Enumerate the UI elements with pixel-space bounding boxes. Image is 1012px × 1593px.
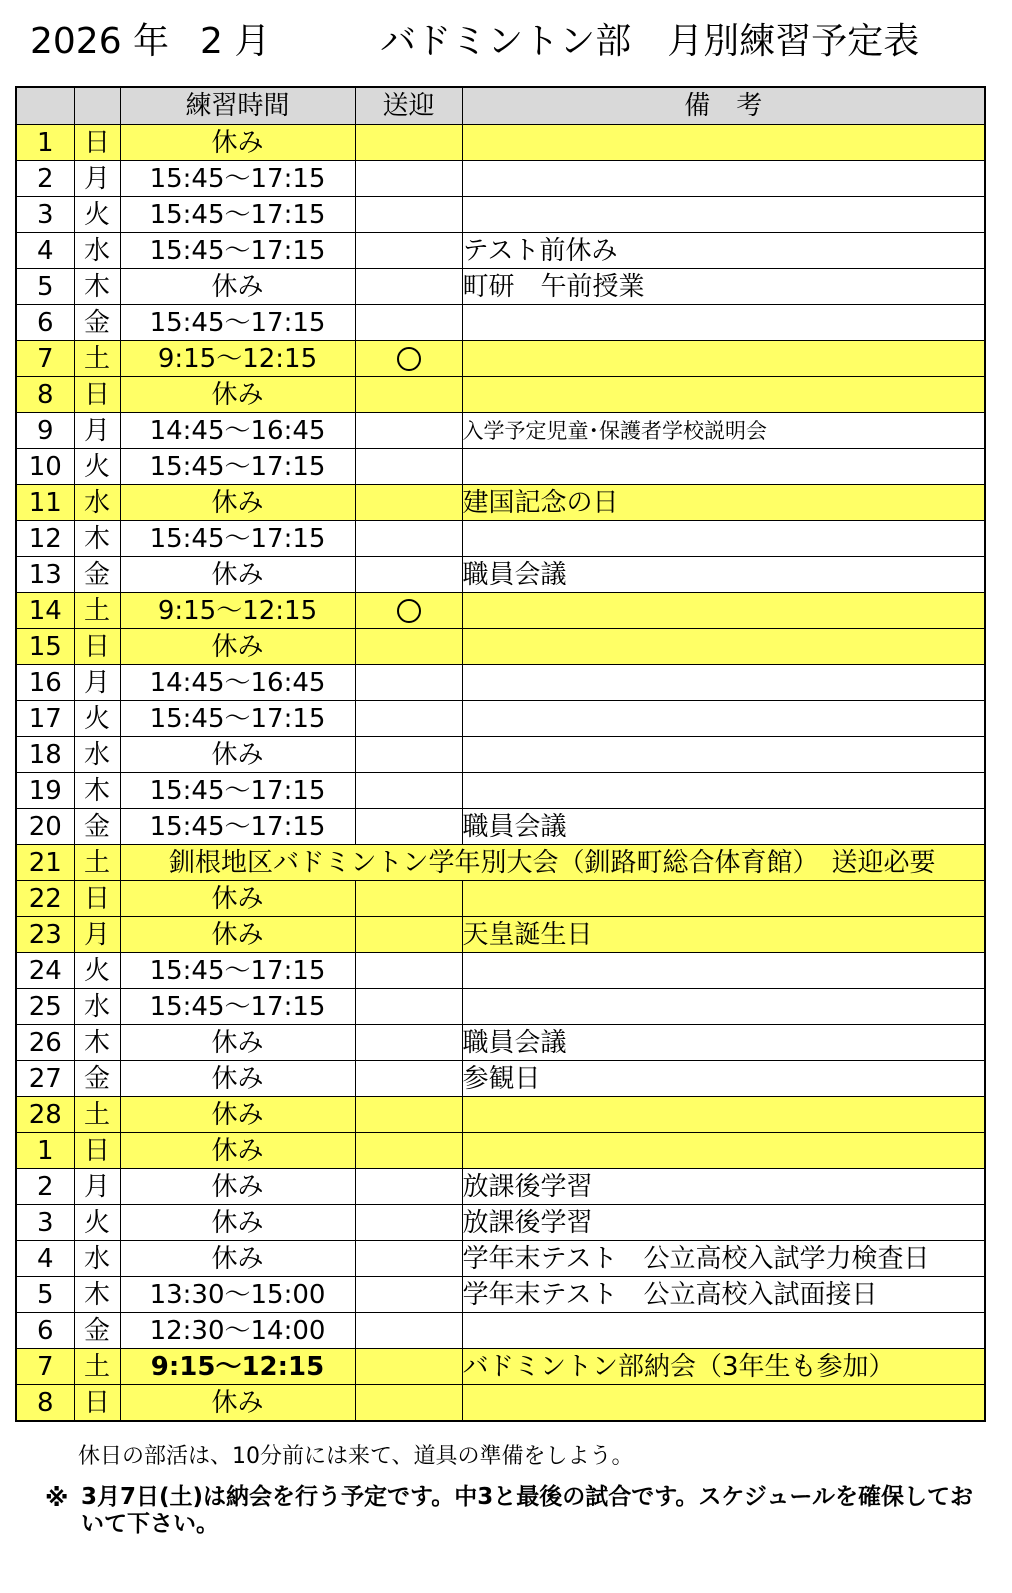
pickup-cell [355,161,462,197]
weekday-cell: 木 [74,269,120,305]
remarks-cell [462,737,985,773]
table-row [16,665,985,701]
pickup-cell [355,917,462,953]
day-cell: 4 [16,1241,74,1277]
page-title [0,14,1012,70]
table-row [16,1385,985,1422]
weekday-cell: 日 [74,629,120,665]
remarks-cell [462,1133,985,1169]
weekday-cell: 金 [74,305,120,341]
table-row [16,161,985,197]
remarks-cell [462,701,985,737]
day-cell: 21 [16,845,74,881]
pickup-cell [355,1385,462,1422]
weekday-cell: 水 [74,485,120,521]
remarks-cell: テスト前休み [462,233,985,269]
table-row [16,737,985,773]
practice-time-cell: 休み [120,1169,355,1205]
pickup-cell [355,1205,462,1241]
practice-time-cell: 休み [120,629,355,665]
day-cell: 23 [16,917,74,953]
weekday-cell: 月 [74,665,120,701]
schedule-body [16,125,985,1422]
remarks-cell [462,377,985,413]
pickup-cell [355,665,462,701]
table-row [16,629,985,665]
remarks-cell [462,989,985,1025]
remarks-cell: 職員会議 [462,809,985,845]
remarks-cell: 学年末テスト 公立高校入試面接日 [462,1277,985,1313]
weekday-cell: 火 [74,1205,120,1241]
day-cell: 16 [16,665,74,701]
table-row [16,701,985,737]
day-cell: 25 [16,989,74,1025]
weekday-cell: 土 [74,845,120,881]
pickup-cell [355,485,462,521]
day-cell: 24 [16,953,74,989]
weekday-cell: 土 [74,593,120,629]
remarks-cell [462,881,985,917]
table-row [16,1025,985,1061]
practice-time-cell: 休み [120,269,355,305]
table-row [16,1097,985,1133]
day-cell: 11 [16,485,74,521]
schedule-table [15,86,986,1422]
remarks-cell [462,953,985,989]
day-cell: 22 [16,881,74,917]
practice-time-cell: 9:15～12:15 [120,593,355,629]
pickup-cell [355,701,462,737]
day-cell: 28 [16,1097,74,1133]
remarks-cell [462,125,985,161]
pickup-cell [355,1133,462,1169]
pickup-cell [355,413,462,449]
practice-time-cell: 15:45～17:15 [120,953,355,989]
remarks-cell: 参観日 [462,1061,985,1097]
weekday-cell: 水 [74,1241,120,1277]
weekday-cell: 月 [74,1169,120,1205]
weekday-cell: 日 [74,377,120,413]
practice-time-cell: 15:45～17:15 [120,989,355,1025]
footer-note-ceremony-text: 3月7日(土)は納会を行う予定です。中3と最後の試合です。スケジュールを確保しておいて下さい。 [81,1484,973,1537]
day-cell: 1 [16,1133,74,1169]
practice-time-cell: 休み [120,917,355,953]
practice-time-cell: 15:45～17:15 [120,305,355,341]
pickup-circle-icon [397,599,421,623]
practice-time-cell: 15:45～17:15 [120,521,355,557]
table-row [16,881,985,917]
practice-time-cell: 休み [120,737,355,773]
practice-time-cell: 休み [120,1241,355,1277]
practice-time-cell: 15:45～17:15 [120,809,355,845]
table-row [16,1205,985,1241]
table-row [16,1169,985,1205]
remarks-cell [462,161,985,197]
weekday-cell: 金 [74,1313,120,1349]
remarks-cell [462,449,985,485]
weekday-cell: 火 [74,953,120,989]
day-cell: 3 [16,1205,74,1241]
title-club: バドミントン部 月別練習予定表 [380,21,920,62]
practice-time-cell: 15:45～17:15 [120,701,355,737]
weekday-cell: 金 [74,809,120,845]
day-cell: 6 [16,305,74,341]
weekday-cell: 土 [74,341,120,377]
weekday-cell: 木 [74,521,120,557]
pickup-cell [355,953,462,989]
remarks-cell: 放課後学習 [462,1205,985,1241]
pickup-cell [355,1025,462,1061]
weekday-cell: 水 [74,989,120,1025]
weekday-cell: 日 [74,1133,120,1169]
pickup-cell [355,1277,462,1313]
weekday-cell: 火 [74,197,120,233]
day-cell: 2 [16,161,74,197]
practice-time-cell: 12:30～14:00 [120,1313,355,1349]
table-row [16,341,985,377]
pickup-cell [355,629,462,665]
day-cell: 13 [16,557,74,593]
day-cell: 18 [16,737,74,773]
practice-time-cell: 休み [120,485,355,521]
remarks-cell: 職員会議 [462,1025,985,1061]
remarks-cell [462,341,985,377]
day-cell: 12 [16,521,74,557]
remarks-cell: 天皇誕生日 [462,917,985,953]
practice-time-cell: 15:45～17:15 [120,233,355,269]
table-row [16,1349,985,1385]
remarks-cell: 町研 午前授業 [462,269,985,305]
practice-time-cell: 14:45～16:45 [120,665,355,701]
weekday-cell: 日 [74,881,120,917]
table-row [16,809,985,845]
remarks-cell [462,305,985,341]
pickup-cell [355,737,462,773]
table-row [16,593,985,629]
table-row [16,557,985,593]
table-row [16,377,985,413]
table-row [16,1241,985,1277]
table-row [16,845,985,881]
day-cell: 7 [16,1349,74,1385]
weekday-cell: 木 [74,1025,120,1061]
pickup-cell [355,557,462,593]
weekday-cell: 金 [74,1061,120,1097]
day-cell: 20 [16,809,74,845]
reference-mark: ※ [45,1484,69,1512]
practice-time-cell: 休み [120,881,355,917]
weekday-cell: 木 [74,773,120,809]
pickup-cell [355,1097,462,1133]
remarks-cell: バドミントン部納会（3年生も参加） [462,1349,985,1385]
header-practice-time: 練習時間 [120,87,355,125]
weekday-cell: 月 [74,917,120,953]
event-cell: 釧根地区バドミントン学年別大会（釧路町総合体育館） 送迎必要 [120,845,985,881]
practice-time-cell: 13:30～15:00 [120,1277,355,1313]
day-cell: 5 [16,269,74,305]
practice-time-cell: 休み [120,1025,355,1061]
day-cell: 4 [16,233,74,269]
day-cell: 2 [16,1169,74,1205]
day-cell: 8 [16,1385,74,1422]
table-row [16,953,985,989]
table-row [16,1061,985,1097]
day-cell: 9 [16,413,74,449]
practice-time-cell: 14:45～16:45 [120,413,355,449]
remarks-cell [462,197,985,233]
practice-time-cell: 休み [120,1097,355,1133]
practice-time-cell: 休み [120,1385,355,1422]
weekday-cell: 月 [74,161,120,197]
day-cell: 10 [16,449,74,485]
pickup-cell [355,1061,462,1097]
pickup-cell [355,449,462,485]
header-weekday [74,87,120,125]
weekday-cell: 水 [74,737,120,773]
practice-time-cell: 9:15～12:15 [120,1349,355,1385]
weekday-cell: 日 [74,125,120,161]
table-row [16,125,985,161]
footer-note-holiday: 休日の部活は、10分前には来て、道具の準備をしよう。 [78,1444,634,1469]
weekday-cell: 土 [74,1349,120,1385]
day-cell: 5 [16,1277,74,1313]
table-row [16,449,985,485]
remarks-cell [462,773,985,809]
day-cell: 6 [16,1313,74,1349]
day-cell: 26 [16,1025,74,1061]
practice-time-cell: 休み [120,377,355,413]
weekday-cell: 土 [74,1097,120,1133]
day-cell: 3 [16,197,74,233]
table-row [16,485,985,521]
remarks-cell [462,593,985,629]
weekday-cell: 日 [74,1385,120,1422]
day-cell: 17 [16,701,74,737]
remarks-cell [462,1385,985,1422]
pickup-cell [355,521,462,557]
table-row [16,413,985,449]
pickup-cell [355,1241,462,1277]
pickup-cell [355,233,462,269]
header-pickup: 送迎 [355,87,462,125]
table-row [16,1133,985,1169]
header-remarks: 備 考 [462,87,985,125]
practice-time-cell: 休み [120,125,355,161]
header-day [16,87,74,125]
practice-time-cell: 9:15～12:15 [120,341,355,377]
remarks-cell [462,665,985,701]
remarks-cell: 放課後学習 [462,1169,985,1205]
pickup-cell [355,305,462,341]
table-row [16,917,985,953]
remarks-cell: 学年末テスト 公立高校入試学力検査日 [462,1241,985,1277]
remarks-cell [462,1313,985,1349]
practice-time-cell: 15:45～17:15 [120,161,355,197]
remarks-cell [462,521,985,557]
day-cell: 19 [16,773,74,809]
pickup-cell [355,593,462,629]
table-row [16,1277,985,1313]
table-row [16,521,985,557]
weekday-cell: 火 [74,701,120,737]
pickup-cell [355,989,462,1025]
practice-time-cell: 休み [120,1133,355,1169]
pickup-cell [355,809,462,845]
practice-time-cell: 15:45～17:15 [120,773,355,809]
day-cell: 7 [16,341,74,377]
table-row [16,197,985,233]
remarks-cell: 建国記念の日 [462,485,985,521]
table-row [16,233,985,269]
pickup-cell [355,377,462,413]
pickup-cell [355,1313,462,1349]
title-month: 2 月 [200,21,271,62]
remarks-cell [462,1097,985,1133]
weekday-cell: 木 [74,1277,120,1313]
remarks-cell [462,629,985,665]
practice-time-cell: 15:45～17:15 [120,197,355,233]
pickup-cell [355,881,462,917]
pickup-cell [355,125,462,161]
weekday-cell: 水 [74,233,120,269]
title-year: 2026 年 [30,21,170,62]
remarks-cell: 入学予定児童･保護者学校説明会 [462,413,985,449]
day-cell: 14 [16,593,74,629]
table-row [16,1313,985,1349]
day-cell: 27 [16,1061,74,1097]
pickup-cell [355,1169,462,1205]
pickup-cell [355,197,462,233]
table-row [16,269,985,305]
table-header-row [16,87,985,125]
day-cell: 8 [16,377,74,413]
remarks-cell: 職員会議 [462,557,985,593]
table-row [16,989,985,1025]
table-row [16,305,985,341]
table-row [16,773,985,809]
practice-time-cell: 15:45～17:15 [120,449,355,485]
practice-time-cell: 休み [120,1205,355,1241]
pickup-cell [355,1349,462,1385]
pickup-cell [355,269,462,305]
weekday-cell: 月 [74,413,120,449]
day-cell: 15 [16,629,74,665]
pickup-cell [355,773,462,809]
day-cell: 1 [16,125,74,161]
practice-time-cell: 休み [120,557,355,593]
pickup-cell [355,341,462,377]
weekday-cell: 火 [74,449,120,485]
weekday-cell: 金 [74,557,120,593]
practice-time-cell: 休み [120,1061,355,1097]
pickup-circle-icon [397,347,421,371]
